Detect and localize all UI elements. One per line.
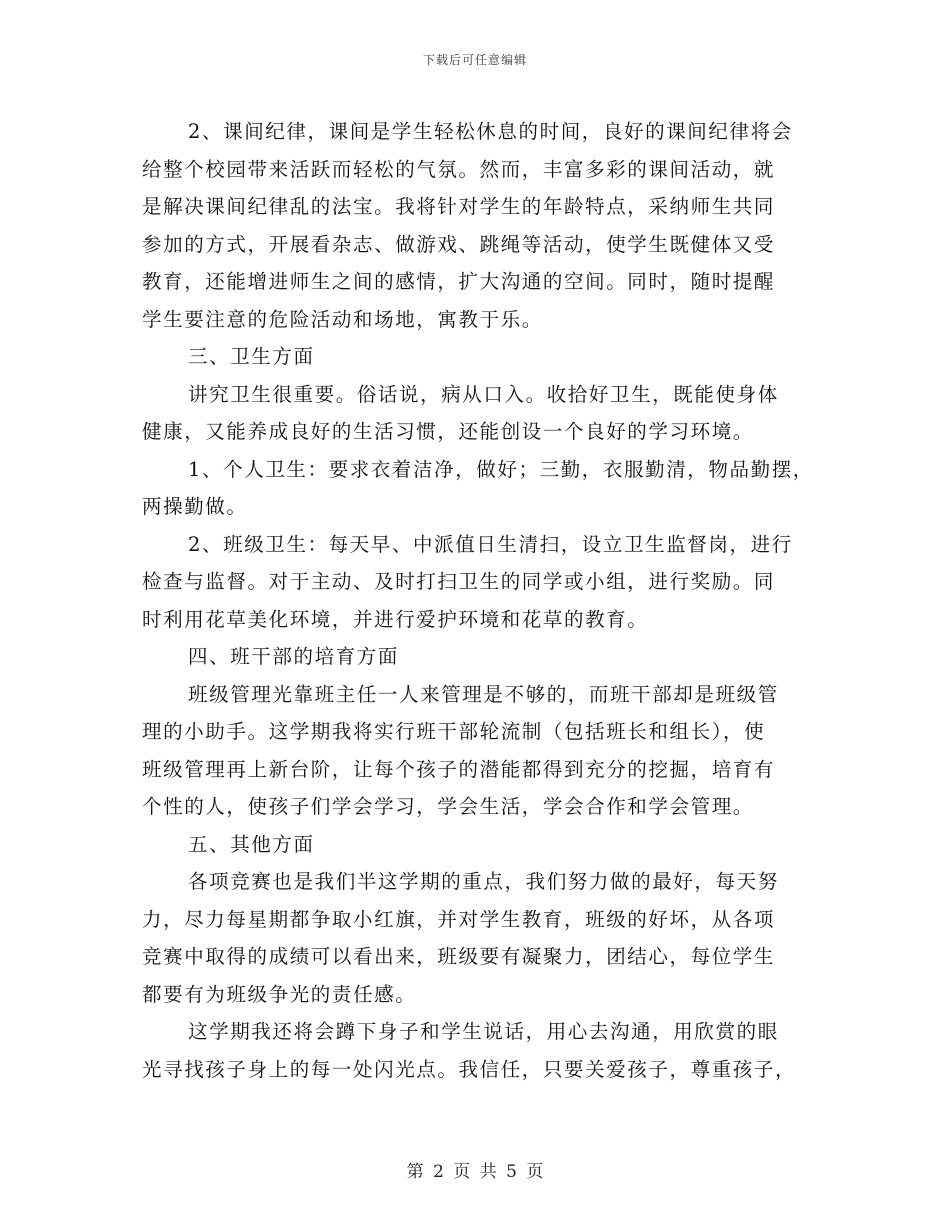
paragraph-line: 时利用花草美化环境，并进行爱护环境和花草的教育。 <box>142 607 649 631</box>
section-heading: 四、班干部的培育方面 <box>188 645 400 668</box>
paragraph-line: 2、班级卫生：每天早、中派值日生清扫，设立卫生监督岗，进行 <box>188 532 793 556</box>
paragraph-line: 都要有为班级争光的责任感。 <box>142 982 417 1006</box>
paragraph-line: 参加的方式，开展看杂志、做游戏、跳绳等活动，使学生既健体又受 <box>142 232 776 256</box>
paragraph-line: 竞赛中取得的成绩可以看出来，班级要有凝聚力，团结心，每位学生 <box>142 945 776 968</box>
paragraph-line: 教育，还能增进师生之间的感情，扩大沟通的空间。同时，随时提醒 <box>142 270 776 293</box>
paragraph-line: 两操勤做。 <box>142 495 248 518</box>
paragraph-line: 2、课间纪律，课间是学生轻松休息的时间，良好的课间纪律将会 <box>188 120 793 143</box>
paragraph-line: 个性的人，使孩子们学会学习，学会生活，学会合作和学会管理。 <box>142 795 754 818</box>
paragraph-line: 学生要注意的危险活动和场地，寓教于乐。 <box>142 307 543 331</box>
paragraph-line: 力，尽力每星期都争取小红旗，并对学生教育，班级的好坏，从各项 <box>142 907 776 931</box>
page-number-footer: 第 2 页 共 5 页 <box>406 1162 544 1182</box>
paragraph-line: 各项竞赛也是我们半这学期的重点，我们努力做的最好，每天努 <box>188 870 779 893</box>
paragraph-line: 班级管理光靠班主任一人来管理是不够的，而班干部却是班级管 <box>188 682 779 706</box>
paragraph-line: 检查与监督。对于主动、及时打扫卫生的同学或小组，进行奖励。同 <box>142 570 776 593</box>
paragraph-line: 1、个人卫生：要求衣着洁净，做好；三勤，衣服勤清，物品勤摆， <box>188 457 814 481</box>
paragraph-line: 光寻找孩子身上的每一处闪光点。我信任，只要关爱孩子，尊重孩子， <box>142 1057 797 1081</box>
paragraph-line: 健康，又能养成良好的生活习惯，还能创设一个良好的学习环境。 <box>142 420 754 443</box>
document-body <box>142 113 814 1088</box>
paragraph-line: 这学期我还将会蹲下身子和学生说话，用心去沟通，用欣赏的眼 <box>188 1020 779 1043</box>
paragraph-line: 是解决课间纪律乱的法宝。我将针对学生的年龄特点，采纳师生共同 <box>142 195 776 218</box>
paragraph-line: 给整个校园带来活跃而轻松的气氛。然而，丰富多彩的课间活动，就 <box>142 157 776 181</box>
paragraph-line: 班级管理再上新台阶，让每个孩子的潜能都得到充分的挖掘，培育有 <box>142 757 776 781</box>
section-heading: 五、其他方面 <box>188 832 315 856</box>
paragraph-line: 理的小助手。这学期我将实行班干部轮流制（包括班长和组长），使 <box>142 720 766 743</box>
section-heading: 三、卫生方面 <box>188 345 315 368</box>
page-header: 下载后可任意编辑 <box>422 53 527 67</box>
paragraph-line: 讲究卫生很重要。俗话说，病从口入。收拾好卫生，既能使身体 <box>188 382 779 406</box>
